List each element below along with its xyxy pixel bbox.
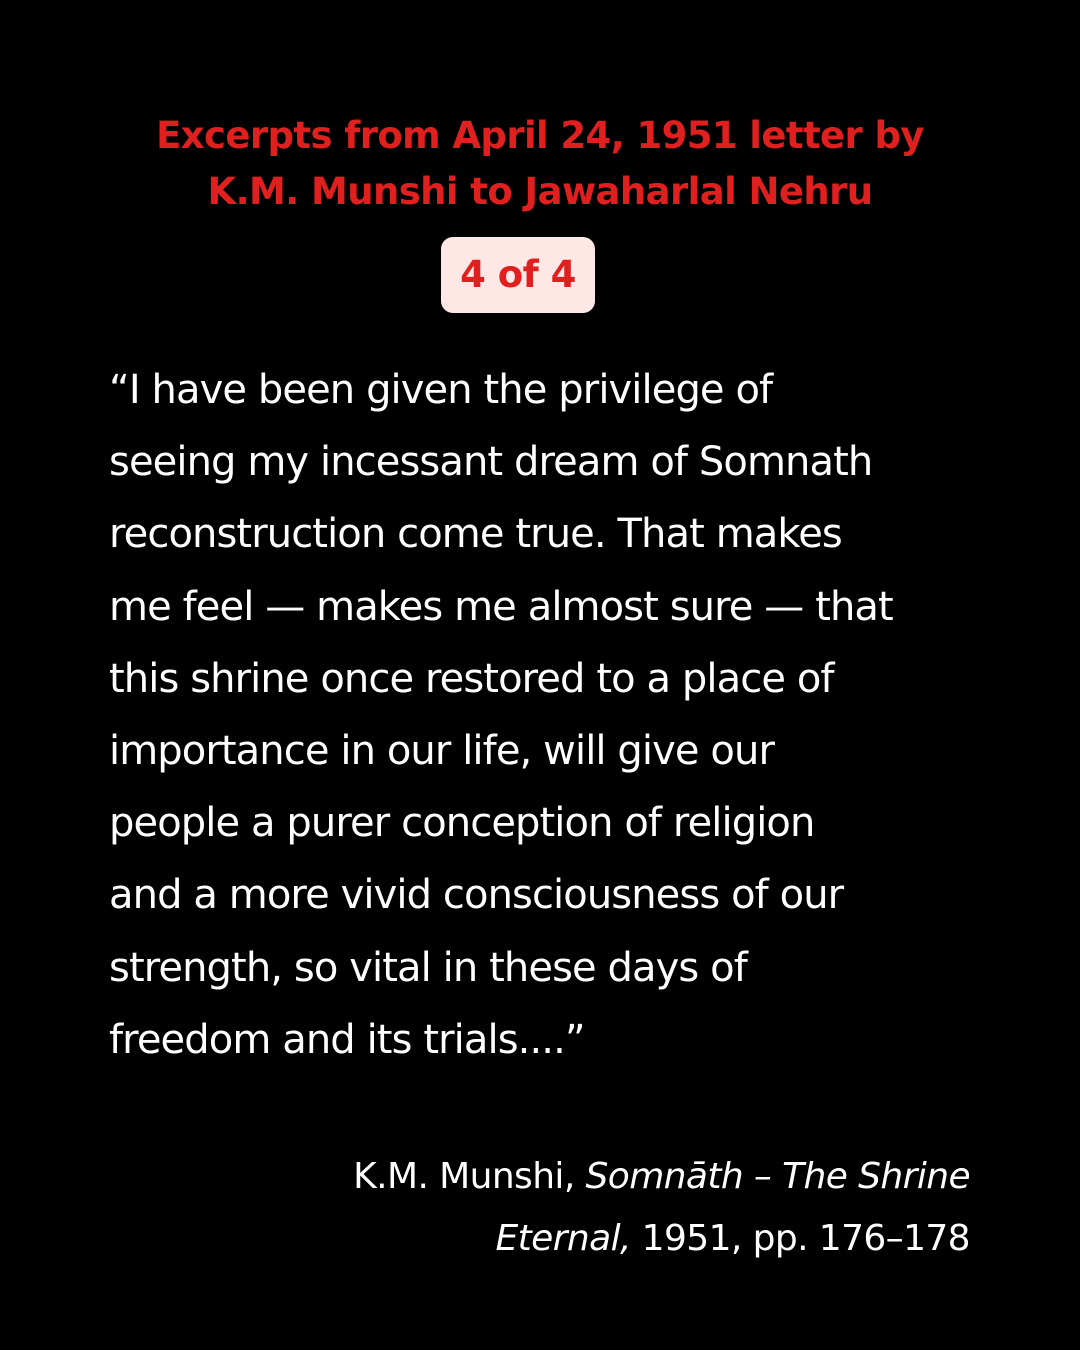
quote-line: me feel — makes me almost sure — that (109, 583, 893, 630)
citation (170, 1146, 970, 1270)
quote-line: importance in our life, will give our (109, 728, 775, 775)
citation-details: 1951, pp. 176–178 (641, 1218, 970, 1259)
quote-line: this shrine once restored to a place of (109, 655, 834, 702)
citation-book-title: Somnāth – The Shrine (585, 1156, 970, 1197)
quote-line: seeing my incessant dream of Somnath (109, 439, 873, 486)
quote-block (109, 354, 1009, 1076)
slide-title (90, 108, 990, 220)
quote-line: strength, so vital in these days of (109, 944, 747, 991)
page-indicator-badge: 4 of 4 (441, 237, 595, 313)
citation-author: K.M. Munshi, (353, 1156, 575, 1197)
title-line-1: Excerpts from April 24, 1951 letter by (156, 114, 924, 157)
quote-line: people a purer conception of religion (109, 800, 815, 847)
quote-line: freedom and its trials....” (109, 1016, 585, 1063)
citation-line-2 (170, 1208, 970, 1270)
citation-line-1 (170, 1146, 970, 1208)
quote-line: and a more vivid consciousness of our (109, 872, 844, 919)
citation-book-title-end: Eternal, (495, 1218, 631, 1259)
title-line-2: K.M. Munshi to Jawaharlal Nehru (207, 170, 873, 213)
quote-line: “I have been given the privilege of (109, 367, 773, 413)
quote-line: reconstruction come true. That makes (109, 511, 842, 558)
